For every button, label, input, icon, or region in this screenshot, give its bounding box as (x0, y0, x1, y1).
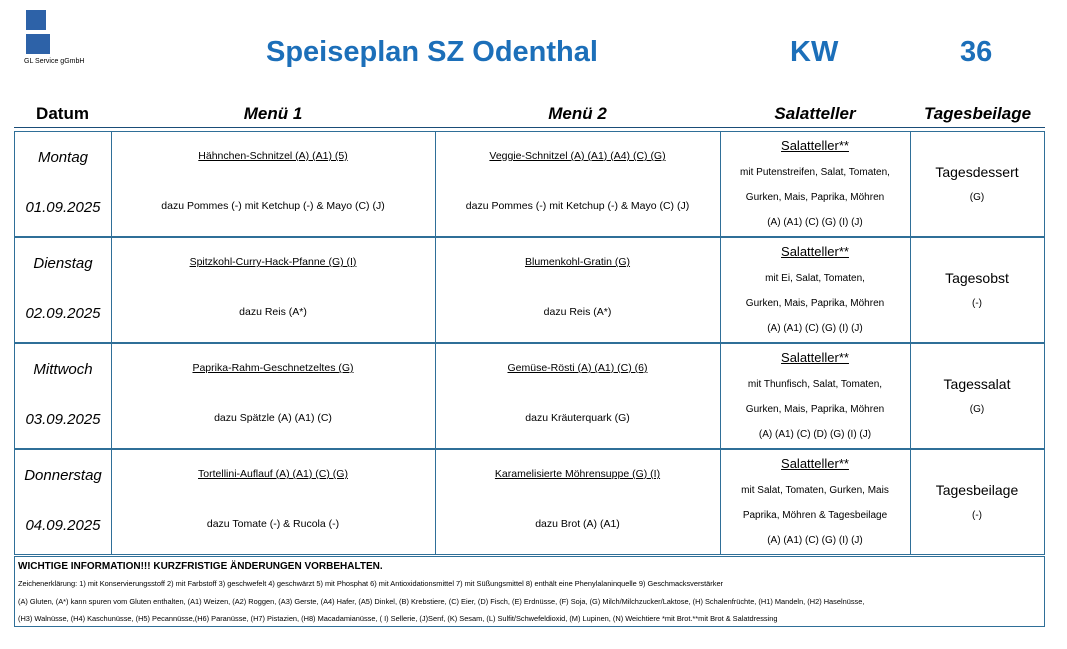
day-date: 01.09.2025 (25, 199, 101, 216)
menu1-dish: Spitzkohl-Curry-Hack-Pfanne (G) (I) (189, 256, 357, 268)
day-date: 03.09.2025 (25, 411, 101, 428)
menu1-side: dazu Spätzle (A) (A1) (C) (214, 412, 332, 424)
header-divider (14, 127, 1045, 128)
salad-ingredients-2: Gurken, Mais, Paprika, Möhren (745, 298, 885, 309)
salad-ingredients-1: mit Thunfisch, Salat, Tomaten, (747, 379, 883, 390)
column-header-menu1: Menü 1 (243, 104, 303, 123)
salad-allergens: (A) (A1) (C) (G) (I) (J) (767, 535, 863, 546)
menu1-cell (111, 238, 436, 342)
day-name: Donnerstag (24, 467, 102, 484)
info-heading: WICHTIGE INFORMATION!!! KURZFRISTIGE ÄNDERUNGEN VORBEHALTEN. (18, 561, 383, 572)
column-header-datum: Datum (36, 104, 89, 123)
extra-cell (910, 344, 1044, 448)
info-legend-allergens-1: (A) Gluten, (A*) kann spuren vom Gluten enthalten, (A1) Weizen, (A2) Roggen, (A3) Gerste, (A4) Hafer, (A5) Dinkel, (B) Krebstiere, (C) Eier, (D) Fisch, (E) Erdnüsse, (F) Soja, (G) Milch/Milchzucker/Laktose, (H) Schalenfrüchte, (H1) Mandeln, (H2) Haselnüsse, (18, 597, 865, 606)
day-row (14, 449, 1045, 555)
logo-emblem-top (26, 10, 46, 30)
salad-ingredients-2: Gurken, Mais, Paprika, Möhren (745, 192, 885, 203)
date-cell (15, 450, 112, 554)
extra-name: Tagesobst (945, 270, 1009, 286)
menu1-dish: Paprika-Rahm-Geschnetzeltes (G) (192, 362, 354, 374)
extra-allergens: (-) (972, 298, 982, 309)
salad-allergens: (A) (A1) (C) (D) (G) (I) (J) (758, 429, 872, 440)
menu2-side: dazu Reis (A*) (543, 306, 612, 318)
menu1-dish: Tortellini-Auflauf (A) (A1) (C) (G) (198, 468, 348, 480)
menu2-cell (435, 132, 721, 236)
day-date: 04.09.2025 (25, 517, 101, 534)
menu2-dish: Blumenkohl-Gratin (G) (524, 256, 631, 268)
menu2-dish: Karamelisierte Möhrensuppe (G) (I) (494, 468, 661, 480)
extra-cell (910, 132, 1044, 236)
salad-allergens: (A) (A1) (C) (G) (I) (J) (767, 217, 863, 228)
menu2-cell (435, 450, 721, 554)
salad-ingredients-2: Paprika, Möhren & Tagesbeilage (742, 510, 888, 521)
menu1-side: dazu Pommes (-) mit Ketchup (-) & Mayo (C) (J) (161, 200, 385, 212)
salad-ingredients-1: mit Ei, Salat, Tomaten, (765, 273, 865, 284)
menu2-side: dazu Pommes (-) mit Ketchup (-) & Mayo (C) (J) (465, 200, 690, 212)
extra-allergens: (G) (969, 192, 985, 203)
extra-name: Tagessalat (943, 376, 1011, 392)
logo-emblem-figures (26, 34, 50, 54)
page-title: Speiseplan SZ Odenthal (266, 36, 598, 68)
menu2-dish: Gemüse-Rösti (A) (A1) (C) (6) (507, 362, 648, 374)
salad-cell (720, 450, 911, 554)
menu1-side: dazu Tomate (-) & Rucola (-) (206, 518, 340, 530)
menu2-cell (435, 344, 721, 448)
menu2-dish: Veggie-Schnitzel (A) (A1) (A4) (C) (G) (489, 150, 666, 162)
column-header-menu2: Menü 2 (548, 104, 607, 123)
menu1-cell (111, 132, 436, 236)
date-cell (15, 132, 112, 236)
company-logo (24, 8, 104, 68)
info-legend-additives: Zeichenerklärung: 1) mit Konservierungsstoff 2) mit Farbstoff 3) geschwefelt 4) geschwärzt 5) mit Phosphat 6) mit Antioxidationsmittel 7) mit Süßungsmittel 8) enthält eine Phenylalaninquelle 9) Geschmacksverstärker (18, 579, 724, 588)
salad-cell (720, 132, 911, 236)
menu1-dish: Hähnchen-Schnitzel (A) (A1) (5) (198, 150, 348, 162)
extra-allergens: (G) (969, 404, 985, 415)
menu2-cell (435, 238, 721, 342)
salad-ingredients-1: mit Putenstreifen, Salat, Tomaten, (740, 167, 890, 178)
day-name: Dienstag (33, 255, 93, 272)
day-row (14, 343, 1045, 449)
salad-ingredients-1: mit Salat, Tomaten, Gurken, Mais (741, 485, 889, 496)
week-label: KW (790, 36, 839, 68)
column-header-salad: Salatteller (774, 104, 856, 123)
menu1-cell (111, 450, 436, 554)
date-cell (15, 344, 112, 448)
salad-title: Salatteller** (781, 456, 849, 471)
day-name: Mittwoch (33, 361, 93, 378)
extra-cell (910, 238, 1044, 342)
salad-title: Salatteller** (781, 244, 849, 259)
day-name: Montag (37, 149, 89, 166)
salad-cell (720, 344, 911, 448)
salad-cell (720, 238, 911, 342)
menu2-side: dazu Kräuterquark (G) (525, 412, 630, 424)
info-legend-allergens-2: (H3) Walnüsse, (H4) Kaschunüsse, (H5) Pecannüsse,(H6) Paranüsse, (H7) Pistazien, (H8) Macadamianüsse, ( I) Sellerie, (J)Senf, (K) Sesam, (L) Sulfit/Schwefeldioxid, (M) Lupinen, (N) Weichtiere *mit Brot.**mit Brot & Salatdressing (18, 614, 778, 623)
salad-title: Salatteller** (781, 350, 849, 365)
salad-title: Salatteller** (781, 138, 849, 153)
menu1-side: dazu Reis (A*) (239, 306, 307, 318)
day-row (14, 131, 1045, 237)
date-cell (15, 238, 112, 342)
extra-cell (910, 450, 1044, 554)
salad-allergens: (A) (A1) (C) (G) (I) (J) (767, 323, 863, 334)
extra-name: Tagesbeilage (935, 482, 1019, 498)
extra-allergens: (-) (972, 510, 982, 521)
menu2-side: dazu Brot (A) (A1) (535, 518, 620, 530)
menu1-cell (111, 344, 436, 448)
column-header-extra: Tagesbeilage (923, 104, 1032, 123)
day-date: 02.09.2025 (25, 305, 101, 322)
salad-ingredients-2: Gurken, Mais, Paprika, Möhren (745, 404, 885, 415)
info-box (14, 556, 1045, 627)
extra-name: Tagesdessert (935, 164, 1019, 180)
logo-company-name: GL Service gGmbH (24, 58, 85, 65)
day-row (14, 237, 1045, 343)
week-number: 36 (960, 36, 993, 68)
